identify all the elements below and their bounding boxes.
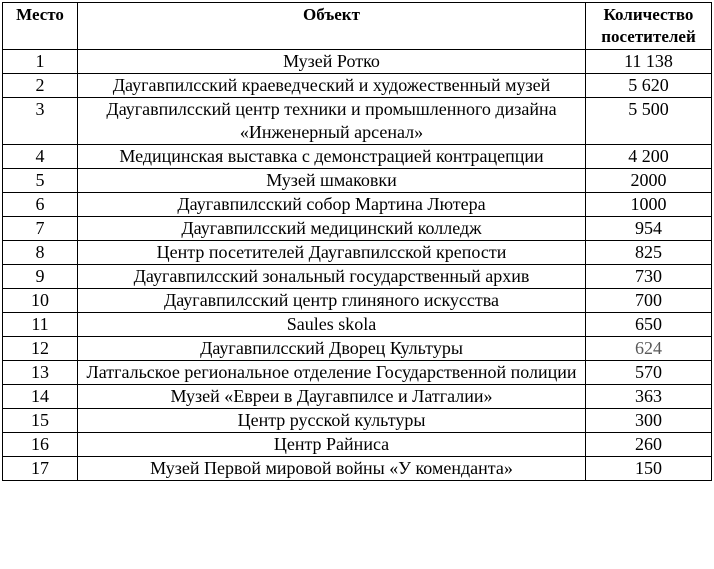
object-cell: Медицинская выставка с демонстрацией контрацепции: [78, 145, 586, 169]
table-row: [3, 265, 712, 289]
header-visitors: [586, 3, 712, 50]
visitors-cell: 300: [586, 409, 712, 433]
rank-cell: 10: [3, 289, 78, 313]
table-row: [3, 361, 712, 385]
visitors-cell: 5 620: [586, 74, 712, 98]
object-cell: Центр посетителей Даугавпилсской крепости: [78, 241, 586, 265]
table-header: [3, 3, 712, 50]
rank-cell: 5: [3, 169, 78, 193]
rank-cell: 2: [3, 74, 78, 98]
header-rank: Место: [3, 3, 78, 50]
visitors-cell: 954: [586, 217, 712, 241]
table-row: [3, 409, 712, 433]
table-row: [3, 145, 712, 169]
rank-cell: 3: [3, 98, 78, 145]
visitors-cell: 260: [586, 433, 712, 457]
visitors-cell: 150: [586, 457, 712, 481]
visitors-cell: 570: [586, 361, 712, 385]
visitors-cell: 4 200: [586, 145, 712, 169]
object-cell: Даугавпилсский центр глиняного искусства: [78, 289, 586, 313]
object-cell: Музей шмаковки: [78, 169, 586, 193]
object-cell: Музей «Евреи в Даугавпилсе и Латгалии»: [78, 385, 586, 409]
visitors-cell: 11 138: [586, 50, 712, 74]
rank-cell: 14: [3, 385, 78, 409]
rank-cell: 15: [3, 409, 78, 433]
object-cell: Даугавпилсский зональный государственный архив: [78, 265, 586, 289]
object-cell: Музей Ротко: [78, 50, 586, 74]
object-cell: Даугавпилсский центр техники и промышленного дизайна «Инженерный арсенал»: [78, 98, 586, 145]
rank-cell: 7: [3, 217, 78, 241]
visitors-cell: 363: [586, 385, 712, 409]
object-cell: Даугавпилсский Дворец Культуры: [78, 337, 586, 361]
rank-cell: 17: [3, 457, 78, 481]
table-row: [3, 433, 712, 457]
object-cell: Центр Райниса: [78, 433, 586, 457]
object-cell: Центр русской культуры: [78, 409, 586, 433]
table-row: [3, 217, 712, 241]
object-cell: Даугавпилсский медицинский колледж: [78, 217, 586, 241]
table-row: [3, 193, 712, 217]
rank-cell: 16: [3, 433, 78, 457]
table-body: [3, 50, 712, 481]
header-visitors-line2: посетителей: [601, 27, 696, 46]
object-cell: Saules skola: [78, 313, 586, 337]
rank-cell: 9: [3, 265, 78, 289]
rank-cell: 11: [3, 313, 78, 337]
object-cell: Музей Первой мировой войны «У коменданта»: [78, 457, 586, 481]
visitors-cell: 825: [586, 241, 712, 265]
table-row: [3, 289, 712, 313]
rank-cell: 8: [3, 241, 78, 265]
table-row: [3, 385, 712, 409]
table-row: [3, 74, 712, 98]
visitors-cell: 624: [586, 337, 712, 361]
object-cell: Даугавпилсский собор Мартина Лютера: [78, 193, 586, 217]
visitors-cell: 650: [586, 313, 712, 337]
table-row: [3, 241, 712, 265]
object-cell: Даугавпилсский краеведческий и художественный музей: [78, 74, 586, 98]
table-row: [3, 50, 712, 74]
table-row: [3, 457, 712, 481]
header-object: Объект: [78, 3, 586, 50]
header-visitors-line1: Количество: [603, 5, 694, 24]
table-row: [3, 169, 712, 193]
rank-cell: 13: [3, 361, 78, 385]
table-row: [3, 313, 712, 337]
rank-cell: 4: [3, 145, 78, 169]
visitors-cell: 700: [586, 289, 712, 313]
rank-cell: 12: [3, 337, 78, 361]
table-row: [3, 337, 712, 361]
rank-cell: 6: [3, 193, 78, 217]
object-cell: Латгальское региональное отделение Государственной полиции: [78, 361, 586, 385]
visitors-cell: 2000: [586, 169, 712, 193]
rank-cell: 1: [3, 50, 78, 74]
visitors-cell: 1000: [586, 193, 712, 217]
visitors-table: [2, 2, 712, 481]
visitors-cell: 730: [586, 265, 712, 289]
visitors-cell: 5 500: [586, 98, 712, 145]
table-row: [3, 98, 712, 145]
header-row: [3, 3, 712, 50]
